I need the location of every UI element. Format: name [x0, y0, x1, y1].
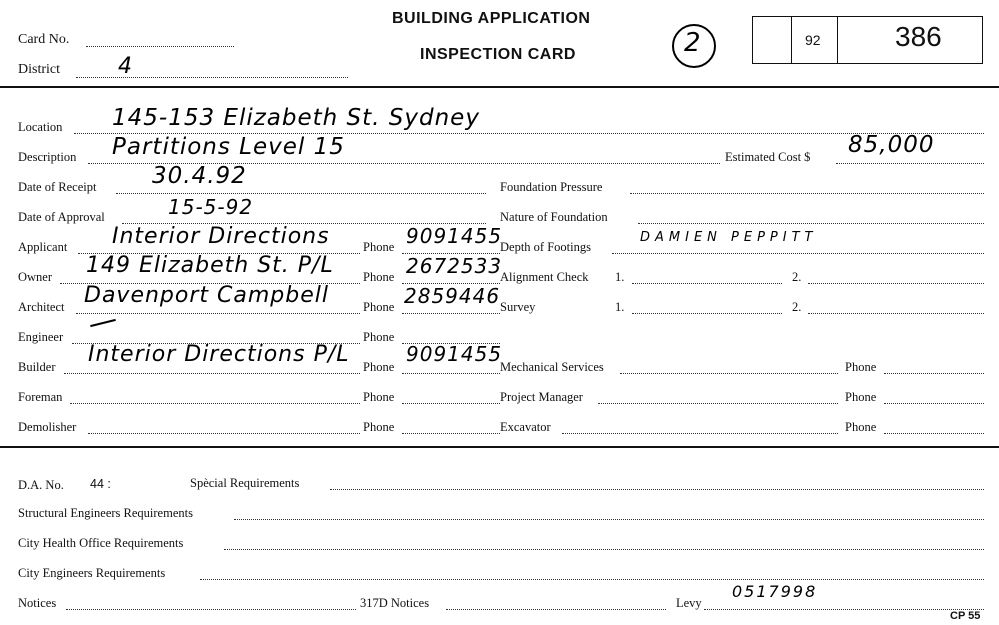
circled-mark [672, 24, 716, 68]
demolisher-phone-label: Phone [363, 420, 395, 434]
foreman-phone-label: Phone [363, 390, 395, 404]
foreman-line [70, 403, 360, 404]
demolisher-phone-line [402, 433, 500, 434]
mechanical-phone-label: Phone [845, 360, 877, 374]
estimated-cost-label: Estimated Cost $ [725, 150, 811, 164]
location-value: 145-153 Elizabeth St. Sydney [112, 105, 480, 131]
builder-line [64, 373, 360, 374]
alignment-check-1: 1. [615, 270, 625, 284]
levy-label: Levy [676, 596, 702, 610]
district-value: 4 [118, 54, 133, 79]
levy-value: 0517998 [732, 582, 818, 601]
builder-phone-label: Phone [363, 360, 395, 374]
architect-phone-line [402, 313, 500, 314]
da-no-value: 44 : [90, 477, 111, 491]
alignment-check-1-line [632, 283, 782, 284]
applicant-phone-value: 9091455 [406, 224, 503, 248]
header-rule [0, 86, 999, 88]
engineer-label: Engineer [18, 330, 64, 344]
demolisher-label: Demolisher [18, 420, 77, 434]
owner-phone-value: 2672533 [406, 254, 503, 278]
317d-notices-line [446, 609, 666, 610]
excavator-label: Excavator [500, 420, 551, 434]
317d-notices-label: 317D Notices [360, 596, 430, 610]
special-requirements-line [330, 489, 984, 490]
estimated-cost-line [836, 163, 984, 164]
description-value: Partitions Level 15 [112, 134, 345, 160]
builder-phone-line [402, 373, 500, 374]
excavator-phone-label: Phone [845, 420, 877, 434]
card-no-label: Card No. [18, 32, 70, 47]
architect-value: Davenport Campbell [84, 283, 329, 308]
architect-label: Architect [18, 300, 65, 314]
survey-1: 1. [615, 300, 625, 314]
builder-phone-value: 9091455 [406, 342, 503, 366]
date-of-receipt-value: 30.4.92 [152, 163, 247, 189]
city-health-label: City Health Office Requirements [18, 536, 184, 550]
foundation-pressure-label: Foundation Pressure [500, 180, 603, 194]
nature-of-foundation-line [638, 223, 984, 224]
alignment-check-label: Alignment Check [500, 270, 589, 284]
title-line1: BUILDING APPLICATION [392, 10, 591, 27]
form-code: CP 55 [950, 610, 981, 622]
structural-engineers-label: Structural Engineers Requirements [18, 506, 193, 520]
mechanical-services-line [620, 373, 838, 374]
project-manager-phone-label: Phone [845, 390, 877, 404]
survey-2: 2. [792, 300, 802, 314]
middle-rule [0, 446, 999, 448]
description-label: Description [18, 150, 77, 164]
applicant-label: Applicant [18, 240, 68, 254]
alignment-check-2: 2. [792, 270, 802, 284]
district-label: District [18, 62, 60, 77]
notices-line [66, 609, 356, 610]
year-cell: 92 [805, 32, 821, 48]
depth-of-footings-line [612, 253, 984, 254]
owner-label: Owner [18, 270, 53, 284]
architect-phone-label: Phone [363, 300, 395, 314]
city-engineers-line [200, 579, 984, 580]
card-number-cell: 386 [895, 21, 942, 52]
da-no-label: D.A. No. [18, 478, 64, 492]
applicant-value: Interior Directions [112, 224, 330, 249]
excavator-phone-line [884, 433, 984, 434]
mechanical-phone-line [884, 373, 984, 374]
structural-engineers-line [234, 519, 984, 520]
city-health-line [224, 549, 984, 550]
project-manager-phone-line [884, 403, 984, 404]
circled-number: 2 [684, 28, 702, 58]
foundation-pressure-line [630, 193, 984, 194]
nature-of-foundation-label: Nature of Foundation [500, 210, 608, 224]
project-manager-label: Project Manager [500, 390, 583, 404]
alignment-check-2-line [808, 283, 984, 284]
date-of-receipt-line [116, 193, 486, 194]
survey-1-line [632, 313, 782, 314]
architect-phone-value: 2859446 [404, 284, 501, 308]
builder-value: Interior Directions P/L [88, 342, 350, 367]
district-line [76, 77, 348, 78]
city-engineers-label: City Engineers Requirements [18, 566, 166, 580]
special-requirements-label: Spècial Requirements [190, 476, 300, 490]
card-number-box [752, 16, 983, 64]
date-of-approval-value: 15-5-92 [168, 195, 254, 219]
depth-of-footings-label: Depth of Footings [500, 240, 591, 254]
excavator-line [562, 433, 838, 434]
engineer-phone-label: Phone [363, 330, 395, 344]
demolisher-line [88, 433, 360, 434]
survey-label: Survey [500, 300, 536, 314]
estimated-cost-value: 85,000 [848, 132, 935, 158]
survey-2-line [808, 313, 984, 314]
project-manager-line [598, 403, 838, 404]
location-label: Location [18, 120, 63, 134]
date-of-approval-label: Date of Approval [18, 210, 105, 224]
foreman-label: Foreman [18, 390, 63, 404]
card-no-line [86, 46, 234, 47]
title-line2: INSPECTION CARD [420, 46, 576, 63]
levy-line [704, 609, 984, 610]
architect-line [76, 313, 360, 314]
applicant-phone-label: Phone [363, 240, 395, 254]
builder-label: Builder [18, 360, 56, 374]
owner-value: 149 Elizabeth St. P/L [86, 253, 334, 278]
engineer-dash-mark [90, 319, 116, 327]
date-of-receipt-label: Date of Receipt [18, 180, 97, 194]
foreman-phone-line [402, 403, 500, 404]
mechanical-services-label: Mechanical Services [500, 360, 604, 374]
notices-label: Notices [18, 596, 57, 610]
depth-of-footings-value: DAMIEN PEPPITT [640, 230, 818, 245]
box-divider-2 [837, 17, 838, 63]
box-divider-1 [791, 17, 792, 63]
owner-phone-label: Phone [363, 270, 395, 284]
